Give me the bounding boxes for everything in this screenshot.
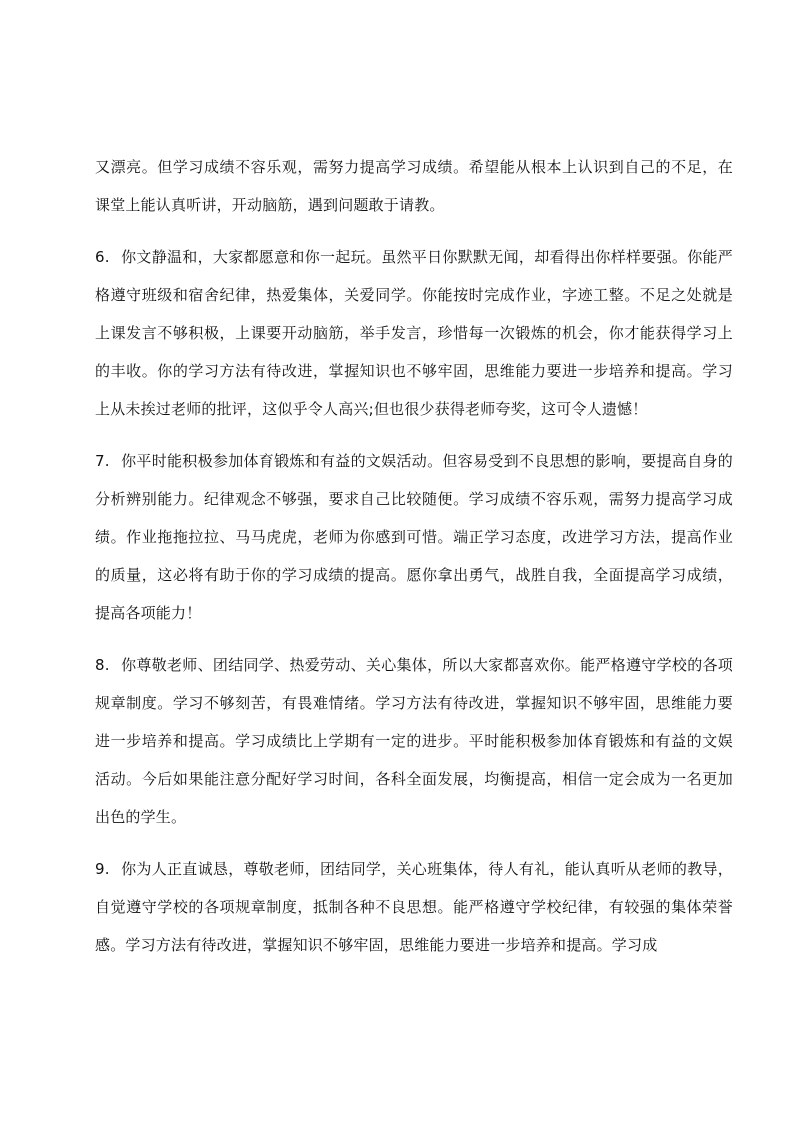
item-number: 8.	[95, 656, 110, 674]
paragraph-item-6	[95, 238, 733, 428]
paragraph-item-7	[95, 442, 733, 632]
item-number: 9.	[95, 860, 110, 878]
paragraph-item-8	[95, 646, 733, 836]
paragraph-text: 你平时能积极参加体育锻炼和有益的文娱活动。但容易受到不良思想的影响，要提高自身的分析辨别能力。纪律观念不够强，要求自己比较随便。学习成绩不容乐观，需努力提高学习成绩。作业拖拖拉拉、马马虎虎，老师为你感到可惜。端正学习态度，改进学习方法，提高作业的质量，这必将有助于你的学习成绩的提高。愿你拿出勇气，战胜自我，全面提高学习成绩，提高各项能力！	[95, 452, 733, 622]
document-body	[95, 148, 733, 978]
item-number: 6.	[95, 248, 110, 266]
paragraph-text: 你尊敬老师、团结同学、热爱劳动、关心集体，所以大家都喜欢你。能严格遵守学校的各项规章制度。学习不够刻苦，有畏难情绪。学习方法有待改进，掌握知识不够牢固，思维能力要进一步培养和提高。学习成绩比上学期有一定的进步。平时能积极参加体育锻炼和有益的文娱活动。今后如果能注意分配好学习时间，各科全面发展，均衡提高，相信一定会成为一名更加出色的学生。	[95, 656, 733, 826]
paragraph-text: 又漂亮。但学习成绩不容乐观，需努力提高学习成绩。希望能从根本上认识到自己的不足，在课堂上能认真听讲，开动脑筋，遇到问题敢于请教。	[95, 158, 733, 214]
paragraph-item-9	[95, 850, 733, 964]
paragraph-continuation	[95, 148, 733, 224]
item-number: 7.	[95, 452, 110, 470]
paragraph-text: 你文静温和，大家都愿意和你一起玩。虽然平日你默默无闻，却看得出你样样要强。你能严格遵守班级和宿舍纪律，热爱集体，关爱同学。你能按时完成作业，字迹工整。不足之处就是上课发言不够积极，上课要开动脑筋，举手发言，珍惜每一次锻炼的机会，你才能获得学习上的丰收。你的学习方法有待改进，掌握知识也不够牢固，思维能力要进一步培养和提高。学习上从未挨过老师的批评，这似乎令人高兴;但也很少获得老师夸奖，这可令人遗憾！	[95, 248, 733, 418]
paragraph-text: 你为人正直诚恳，尊敬老师，团结同学，关心班集体，待人有礼，能认真听从老师的教导，自觉遵守学校的各项规章制度，抵制各种不良思想。能严格遵守学校纪律，有较强的集体荣誉感。学习方法有待改进，掌握知识不够牢固，思维能力要进一步培养和提高。学习成	[95, 860, 733, 954]
